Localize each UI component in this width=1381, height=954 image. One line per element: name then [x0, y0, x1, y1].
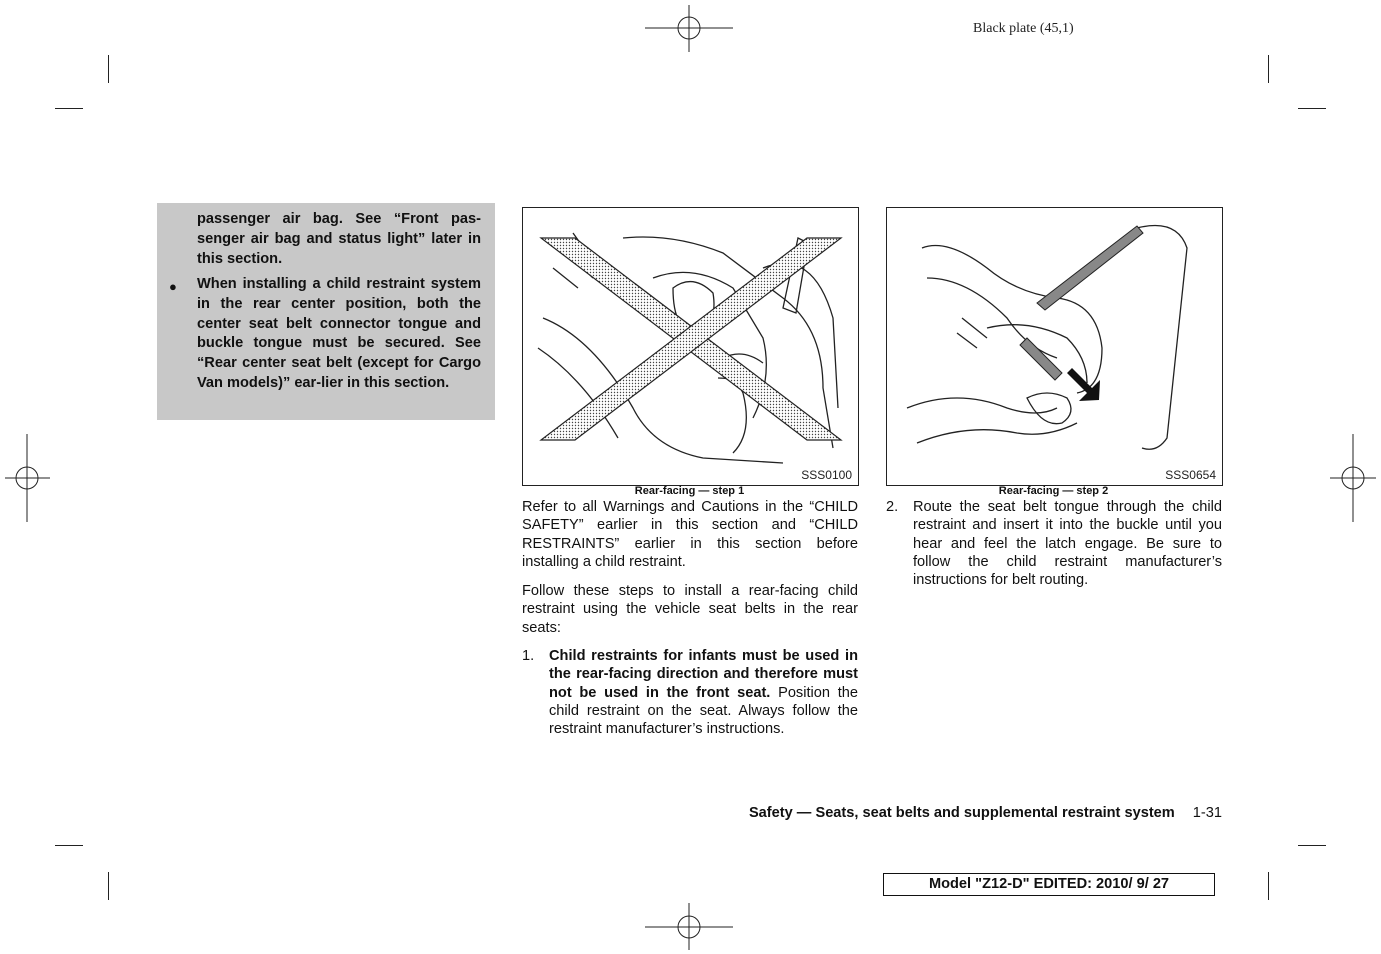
page-footer [600, 805, 1222, 821]
model-edited-box: Model "Z12-D" EDITED: 2010/ 9/ 27 [883, 873, 1215, 896]
figure-rear-facing-step2 [886, 207, 1223, 486]
page-number: 1-31 [1192, 805, 1222, 821]
warning-text-1: passenger air bag. See “Front pas-senger air bag and status light” later in this section. [197, 211, 481, 267]
figure-caption: Rear-facing — step 1 [634, 485, 745, 497]
illustration-child-seat-front-crossed [523, 208, 858, 485]
steps-intro-paragraph: Follow these steps to install a rear-facing child restraint using the vehicle seat belts in the rear seats: [522, 583, 858, 636]
figure-caption: Rear-facing — step 2 [998, 485, 1109, 497]
step1-bold: Child restraints for infants must be used in the rear-facing direction and therefore must not be used in the front seat. [549, 648, 858, 701]
step-number: 2. [886, 499, 899, 515]
figure-rear-facing-step1 [522, 207, 859, 486]
warning-text-2: When installing a child restraint system in the rear center position, both the center seat belt connector tongue and buckle tongue must be secured. See “Rear center seat belt (except for Cargo Van models)” ear-lier in this section. [197, 276, 481, 391]
figure-code: SSS0654 [1165, 468, 1216, 482]
step2-text: Route the seat belt tongue through the child restraint and insert it into the buckle until you hear and feel the latch engage. Be sure to follow the child restraint manufacturer’s instructions for belt routing. [913, 499, 1222, 589]
figure-code: SSS0100 [801, 468, 852, 482]
step-number: 1. [522, 648, 535, 664]
illustration-buckle-engage [887, 208, 1222, 485]
step1-rest: Position the child restraint on the seat. Always follow the restraint manufacturer’s instructions. [549, 684, 858, 738]
step1-text [549, 647, 858, 738]
section-title: Safety — Seats, seat belts and supplemental restraint system [748, 805, 1175, 821]
plate-label: Black plate (45,1) [973, 21, 1074, 36]
intro-paragraph: Refer to all Warnings and Cautions in the “CHILD SAFETY” earlier in this section and “CHILD RESTRAINTS” earlier in this section before installing a child restraint. [522, 499, 858, 570]
bullet-icon: ● [169, 279, 177, 294]
warning-box [157, 203, 495, 420]
